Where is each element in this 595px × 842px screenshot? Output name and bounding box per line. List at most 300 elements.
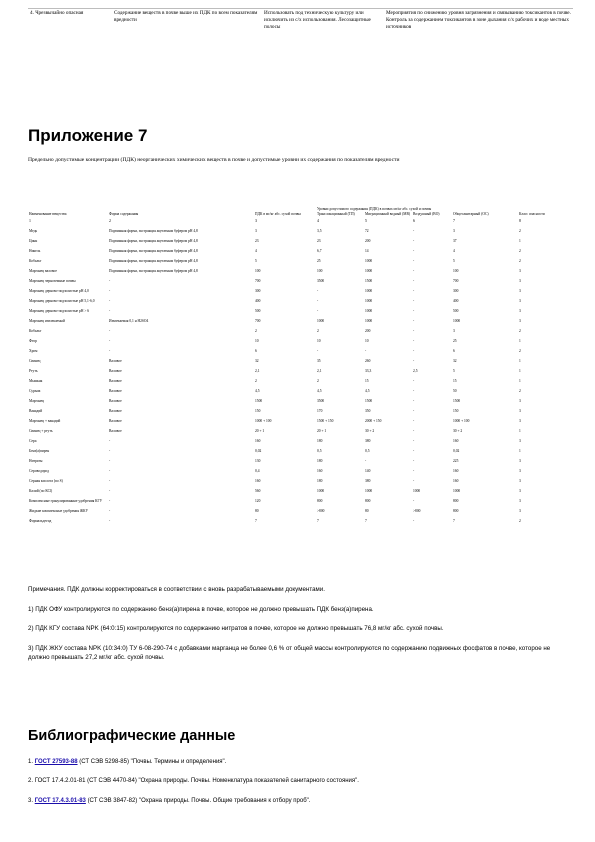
value-cell: 380 (365, 438, 371, 443)
value-cell: 2 (255, 378, 257, 383)
number-cell: 3 (255, 218, 257, 223)
value-cell: - (413, 518, 415, 523)
value-cell: 200 (365, 238, 371, 243)
substance-cell: Кобальт (29, 258, 42, 263)
value-cell: >800 (317, 508, 325, 513)
value-cell: 3 (519, 418, 521, 423)
value-cell: - (413, 418, 415, 423)
value-cell: - (413, 238, 415, 243)
value-cell: 1500 (255, 398, 263, 403)
value-cell: 1000 (365, 318, 373, 323)
value-cell: 6 (453, 348, 455, 353)
form-cell: - (109, 298, 111, 303)
value-cell: 2 (519, 348, 521, 353)
form-cell: - (109, 458, 111, 463)
value-cell: 130 (255, 458, 261, 463)
value-cell: 400 (255, 298, 261, 303)
table-row (28, 388, 558, 398)
table-row (28, 518, 558, 528)
substance-cell: Марганец дерново-подзолистые pH 4,0 (29, 288, 89, 293)
notes-section (28, 585, 568, 673)
table-row (28, 308, 558, 318)
value-cell: - (365, 348, 367, 353)
bibliography-item (28, 758, 568, 766)
table-row (28, 408, 558, 418)
substance-cell: Сера (29, 438, 37, 443)
value-cell: - (413, 288, 415, 293)
value-cell: 3 (519, 508, 521, 513)
value-cell: 180 (317, 458, 323, 463)
substance-cell: Жидкие комплексные удобрения ЖКУ (29, 508, 88, 513)
value-cell: 50 (453, 388, 457, 393)
appendix-description: Предельно допустимые концентрации (ПДК) неорганических химических веществ в почве и допустимые уровни их содержания по показателям вредности (28, 157, 400, 163)
table-row (28, 318, 558, 328)
notes-intro: Примечания. ПДК должны корректироваться в соответствии с вновь разрабатываемыми документами. (28, 586, 325, 593)
value-cell: - (413, 258, 415, 263)
substance-cell: Сурьма (29, 388, 41, 393)
value-cell: 1000 (317, 318, 325, 323)
col-header-general-sanitary: Общесанитарный (ОС) (453, 211, 489, 216)
value-cell: 2 (519, 248, 521, 253)
value-cell: 2,5 (413, 368, 418, 373)
value-cell: - (413, 348, 415, 353)
form-cell: - (109, 478, 111, 483)
substance-cell: Ртуть (29, 368, 38, 373)
value-cell: 1 (519, 378, 521, 383)
value-cell: 400 (453, 298, 459, 303)
value-cell: - (365, 458, 367, 463)
value-cell: 1000 (365, 288, 373, 293)
gost-27593-link[interactable]: ГОСТ 27593-88 (34, 759, 78, 765)
form-cell: Валовое (109, 368, 122, 373)
value-cell: 700 (453, 278, 459, 283)
value-cell: - (413, 278, 415, 283)
col-header-hazard-class: Класс опасности (519, 211, 545, 216)
form-cell: Валовое (109, 408, 122, 413)
value-cell: 100 (453, 268, 459, 273)
table-row (28, 228, 558, 238)
value-cell: 3 (519, 408, 521, 413)
substance-cell: Свинец (29, 358, 41, 363)
table-row (28, 398, 558, 408)
value-cell: 3 (519, 308, 521, 313)
value-cell: 7 (365, 518, 367, 523)
bibliography-text: ГОСТ 17.4.2.01-81 (СТ СЭВ 4470-84) "Охрана природы. Почвы. Номенклатура показателей санитарного состояния". (34, 778, 359, 785)
substance-cell: Ванадий (29, 408, 43, 413)
value-cell: 350 (365, 408, 371, 413)
top-table (28, 8, 573, 31)
bibliography-item (28, 777, 568, 785)
value-cell: 1000 (317, 488, 325, 493)
table-row (28, 328, 558, 338)
substance-cell: Цинк (29, 238, 38, 243)
substance-cell: Мышьяк (29, 378, 43, 383)
substance-cell: Калий (по КСl) (29, 488, 53, 493)
form-cell: - (109, 338, 111, 343)
table-row (28, 338, 558, 348)
value-cell: 1 (519, 358, 521, 363)
value-cell: - (413, 408, 415, 413)
table-row (28, 368, 558, 378)
value-cell: 180 (317, 438, 323, 443)
table-row (28, 418, 558, 428)
value-cell: 10 (317, 338, 321, 343)
value-cell: 33,3 (365, 368, 372, 373)
value-cell: 10 (255, 338, 259, 343)
value-cell: 300 (453, 288, 459, 293)
table-row (28, 258, 558, 268)
form-cell: Валовое (109, 358, 122, 363)
value-cell: 2 (255, 328, 257, 333)
number-cell: 1 (29, 218, 31, 223)
form-cell: - (109, 488, 111, 493)
table-row (28, 468, 558, 478)
substance-cell: Никель (29, 248, 41, 253)
value-cell: 1000 (365, 488, 373, 493)
value-cell: 3,5 (317, 228, 322, 233)
value-cell: 380 (365, 478, 371, 483)
substance-cell: Бенз(а)пирен (29, 448, 50, 453)
form-cell: - (109, 518, 111, 523)
value-cell: 37 (453, 238, 457, 243)
col-header-pdk: ПДК в мг/кг абс. сухой почвы (255, 211, 301, 216)
bibliography-text: (СТ СЭВ 5298-85) "Почвы. Термины и определения". (79, 759, 227, 765)
value-cell: 800 (453, 498, 459, 503)
value-cell: 6 (255, 348, 257, 353)
value-cell: - (413, 308, 415, 313)
value-cell: 150 (453, 408, 459, 413)
value-cell: 3 (519, 298, 521, 303)
appendix-title: Приложение 7 (28, 126, 148, 145)
substance-cell: Марганец извлекаемый (29, 318, 65, 323)
substance-cell: Марганец (29, 398, 45, 403)
table-row (28, 278, 558, 288)
value-cell: 4,5 (365, 388, 370, 393)
value-cell: 80 (365, 508, 369, 513)
pdk-table-body (28, 218, 558, 528)
value-cell: 1000 (365, 298, 373, 303)
value-cell: 1 (519, 238, 521, 243)
bibliography-list (28, 758, 568, 816)
value-cell: 3 (453, 228, 455, 233)
value-cell: 800 (317, 498, 323, 503)
substance-cell: Марганец черноземные почвы (29, 278, 76, 283)
table-row (28, 428, 558, 438)
note-2: 2) ПДК КГУ состава NPK (64:0:15) контролируются по содержанию нитратов в почве, которое не должно превышать 76,8 мг/кг абс. сухой почвы. (28, 625, 444, 633)
value-cell: - (413, 468, 415, 473)
col-header-form: Форма содержания (109, 211, 139, 216)
value-cell: - (413, 428, 415, 433)
bibliography-text: (СТ СЭВ 3847-82) "Охрана природы. Почвы. Общие требования к отбору проб". (87, 797, 311, 804)
pdk-table (28, 206, 558, 528)
note-1: 1) ПДК ОФУ контролируются по содержанию бенз(а)пирена в почве, которое не должно превышать ПДК бенз(а)пирена. (28, 605, 374, 613)
value-cell: 2 (519, 388, 521, 393)
value-cell: 0,02 (453, 448, 460, 453)
value-cell: 1000 (365, 308, 373, 313)
table-row (28, 448, 558, 458)
substance-cell: Сероводород (29, 468, 49, 473)
substance-cell: Хром (29, 348, 38, 353)
value-cell: 1 (519, 428, 521, 433)
form-cell: - (109, 468, 111, 473)
value-cell: 3 (519, 468, 521, 473)
value-cell: - (413, 298, 415, 303)
value-cell: 30 + 2 (453, 428, 463, 433)
value-cell: 100 (255, 268, 261, 273)
col-header-substance: Наименование вещества (29, 211, 67, 216)
form-cell: - (109, 348, 111, 353)
value-cell: 3 (453, 328, 455, 333)
form-cell: Валовое (109, 398, 122, 403)
substance-cell: Марганец + ванадий (29, 418, 61, 423)
value-cell: 20 + 1 (317, 428, 327, 433)
table-header-row (28, 211, 558, 218)
value-cell: 80 (255, 508, 259, 513)
value-cell: 4 (255, 248, 257, 253)
substance-cell: Формальдегид (29, 518, 52, 523)
measures-cell: Мероприятия по снижению уровня загрязнения и связыванию токсикантов в почве. Контроль за содержанием токсикантов в зоне дыхания с/х рабочих и воде местных источников (384, 9, 573, 32)
bibliography-title: Библиографические данные (28, 728, 236, 744)
number-cell: 8 (519, 218, 521, 223)
hazard-category-cell: 4. Чрезвычайно опасная (28, 9, 112, 32)
value-cell: 23 (255, 238, 259, 243)
value-cell: - (413, 458, 415, 463)
value-cell: - (413, 358, 415, 363)
value-cell: - (413, 248, 415, 253)
value-cell: 3 (519, 458, 521, 463)
value-cell: 3 (519, 488, 521, 493)
value-cell: 3 (519, 478, 521, 483)
substance-cell: Медь (29, 228, 38, 233)
table-row (28, 248, 558, 258)
value-cell: 5 (453, 368, 455, 373)
number-cell: 4 (317, 218, 319, 223)
value-cell: 15 (453, 378, 457, 383)
value-cell: 2 (317, 378, 319, 383)
value-cell: 3 (519, 398, 521, 403)
value-cell: 35 (317, 358, 321, 363)
value-cell: 3 (519, 438, 521, 443)
form-cell: - (109, 498, 111, 503)
form-cell: - (109, 288, 111, 293)
value-cell: 0,5 (317, 448, 322, 453)
value-cell: 23 (317, 238, 321, 243)
value-cell: 25 (453, 338, 457, 343)
substance-cell: Фтор (29, 338, 37, 343)
value-cell: 4 (453, 248, 455, 253)
value-cell: 1000 (453, 488, 461, 493)
value-cell: 160 (453, 468, 459, 473)
value-cell: 3 (519, 288, 521, 293)
table-number-row (28, 218, 558, 228)
col-header-migration-water: Миграционный водный (МВ) (365, 211, 411, 216)
table-row (28, 238, 558, 248)
table-row (28, 298, 558, 308)
value-cell: 1 (519, 368, 521, 373)
substance-cell: Марганец валовое (29, 268, 57, 273)
value-cell: 180 (317, 478, 323, 483)
value-cell: - (413, 378, 415, 383)
value-cell: 200 (365, 328, 371, 333)
form-cell: Подвижная форма, экстракция ацетатным буфером pH 4,8 (109, 248, 198, 253)
value-cell: - (413, 448, 415, 453)
value-cell: 1000 + 100 (255, 418, 272, 423)
value-cell: 160 (255, 438, 261, 443)
value-cell: 0,02 (255, 448, 262, 453)
substance-cell: Серная кислота (по S) (29, 478, 63, 483)
form-cell: - (109, 328, 111, 333)
bibliography-number: 3. (28, 797, 34, 804)
value-cell: 700 (255, 318, 261, 323)
substance-cell: Нитраты (29, 458, 43, 463)
value-cell: 10 (365, 338, 369, 343)
form-cell: - (109, 448, 111, 453)
form-cell: - (109, 278, 111, 283)
bibliography-number: 1. (28, 759, 34, 765)
value-cell: 1500 + 150 (317, 418, 334, 423)
substance-cell: Марганец дерново-подзолистые pH > 6 (29, 308, 90, 313)
value-cell: 1000 (413, 488, 421, 493)
value-cell: 1500 (365, 278, 373, 283)
value-cell: 3 (519, 278, 521, 283)
value-cell: - (413, 268, 415, 273)
value-cell: 4,5 (255, 388, 260, 393)
value-cell: - (413, 398, 415, 403)
value-cell: 140 (365, 468, 371, 473)
value-cell: 0,5 (365, 448, 370, 453)
value-cell: - (413, 478, 415, 483)
substance-cell: Марганец дерново-подзолистые pH 5,1-6,0 (29, 298, 95, 303)
value-cell: >800 (413, 508, 421, 513)
value-cell: 1 (519, 338, 521, 343)
value-cell: 500 (453, 308, 459, 313)
table-row (28, 378, 558, 388)
form-cell: Подвижная форма, экстракция ацетатным буфером pH 4,8 (109, 228, 198, 233)
soil-content-cell: Содержание веществ в почве выше их ПДК по всем показателям вредности (112, 9, 262, 32)
value-cell: - (317, 298, 319, 303)
table-row (28, 478, 558, 488)
value-cell: 1500 (365, 398, 373, 403)
value-cell: 3500 (317, 278, 325, 283)
table-row (28, 268, 558, 278)
usage-cell: Использовать под техническую культуру или исключить из с/х использования. Лесозащитные полосы (262, 9, 384, 32)
value-cell: 2 (519, 258, 521, 263)
value-cell: - (413, 228, 415, 233)
table-row (28, 288, 558, 298)
value-cell: - (413, 388, 415, 393)
bibliography-item (28, 797, 568, 805)
form-cell: Извлекаемая 0,1 н H2SO4 (109, 318, 149, 323)
form-cell: Подвижная форма, экстракция ацетатным буфером pH 4,8 (109, 238, 198, 243)
number-cell: 5 (365, 218, 367, 223)
table-row (28, 9, 573, 32)
value-cell: 2,1 (317, 368, 322, 373)
value-cell: 72 (365, 228, 369, 233)
value-cell: - (413, 498, 415, 503)
form-cell: Подвижная форма, экстракция ацетатным буфером pH 4,8 (109, 268, 198, 273)
table-row (28, 438, 558, 448)
value-cell: 170 (317, 408, 323, 413)
group-header: Уровни допустимого содержания (ПДК) в почвах мг/кг абс. сухой и почвы (317, 206, 432, 211)
gost-17-4-3-01-link[interactable]: ГОСТ 17.4.3.01-83 (34, 797, 86, 804)
value-cell: 1000 (365, 268, 373, 273)
table-row (28, 348, 558, 358)
value-cell: 300 (255, 288, 261, 293)
number-cell: 7 (453, 218, 455, 223)
value-cell: 2000 + 150 (365, 418, 382, 423)
value-cell: 1000 + 100 (453, 418, 470, 423)
value-cell: - (317, 348, 319, 353)
value-cell: 800 (365, 498, 371, 503)
value-cell: 560 (255, 488, 261, 493)
value-cell: 3 (519, 498, 521, 503)
value-cell: - (413, 328, 415, 333)
value-cell: 3 (519, 268, 521, 273)
value-cell: 160 (255, 478, 261, 483)
value-cell: 30 + 2 (365, 428, 375, 433)
form-cell: Подвижная форма, экстракция ацетатным буфером pH 4,8 (109, 258, 198, 263)
value-cell: 0,4 (255, 468, 260, 473)
value-cell: 2 (317, 328, 319, 333)
value-cell: 700 (255, 278, 261, 283)
value-cell: 2,1 (255, 368, 260, 373)
substance-cell: Кобальт (29, 328, 42, 333)
value-cell: 120 (255, 498, 261, 503)
form-cell: Валовое (109, 378, 122, 383)
value-cell: 7 (317, 518, 319, 523)
table-row (28, 498, 558, 508)
value-cell: 5 (453, 258, 455, 263)
table-row (28, 458, 558, 468)
value-cell: 3 (519, 318, 521, 323)
table-row (28, 358, 558, 368)
value-cell: - (413, 438, 415, 443)
form-cell: Валовое (109, 428, 122, 433)
value-cell: 500 (255, 308, 261, 313)
value-cell: 1 (519, 448, 521, 453)
value-cell: 1000 (453, 318, 461, 323)
value-cell: 1500 (453, 398, 461, 403)
number-cell: 6 (413, 218, 415, 223)
form-cell: Валовое (109, 388, 122, 393)
value-cell: 100 (317, 268, 323, 273)
value-cell: 32 (255, 358, 259, 363)
value-cell: - (413, 318, 415, 323)
value-cell: 160 (453, 478, 459, 483)
value-cell: - (413, 338, 415, 343)
value-cell: 3 (255, 228, 257, 233)
value-cell: 150 (255, 408, 261, 413)
form-cell: Валовое (109, 418, 122, 423)
value-cell: 14 (365, 248, 369, 253)
value-cell: 160 (453, 438, 459, 443)
value-cell: 2 (519, 228, 521, 233)
value-cell: 5 (255, 258, 257, 263)
value-cell: 15 (365, 378, 369, 383)
value-cell: 2 (519, 328, 521, 333)
form-cell: - (109, 438, 111, 443)
value-cell: 4,5 (317, 388, 322, 393)
substance-cell: Комплексные гранулированные удобрения КГУ (29, 498, 103, 503)
value-cell: 1000 (365, 258, 373, 263)
col-header-air: Воздушный (ВО) (413, 211, 440, 216)
value-cell: 3500 (317, 398, 325, 403)
value-cell: 20 + 1 (255, 428, 265, 433)
value-cell: - (317, 288, 319, 293)
value-cell: 32 (453, 358, 457, 363)
value-cell: 25 (317, 258, 321, 263)
form-cell: - (109, 508, 111, 513)
